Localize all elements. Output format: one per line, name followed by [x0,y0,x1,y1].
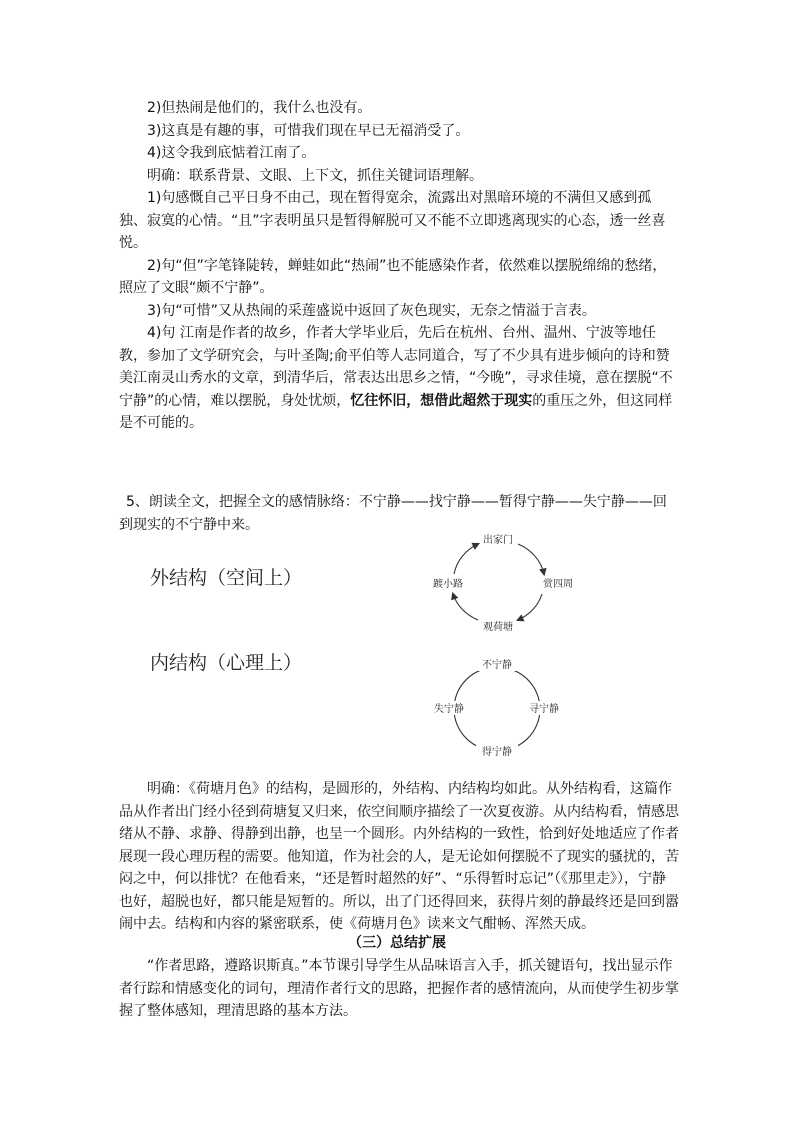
top-section [119,97,679,435]
outer-structure-diagram [420,528,580,638]
section-5 [119,491,679,536]
outer-arrow-top-left [454,544,478,574]
inner-node-right: 寻宁静 [529,704,559,715]
quote-line-3: 3)这真是有趣的事，可惜我们现在早已无福消受了。 [147,122,470,139]
explanation-3: 3)句“可惜”又从热闹的采莲盛说中返回了灰色现实，无奈之情溢于言表。 [147,302,596,319]
mingque-2-text: 明确：《荷塘月色》的结构，是圆形的，外结构、内结构均如此。从外结构看，这篇作品从作者出门经小径到荷塘复又归来，依空间顺序描绘了一次夏夜游。从内结构看，情感思绪从不静、求静、得静到出静，也呈一个圆形。内外结构的一致性，恰到好处地适应了作者展现一段心理历程的需要。他知道，作为社会的人，是无论如何摆脱不了现实的骚扰的，苦闷之中，何以排忧？在他看来，“还是暂时超然的好”、“乐得暂时忘记”（《那里走》），宁静也好，超脱也好，都只能是短暂的。所以，出了门还得回来，获得片刻的静最终还是回到嚣闹中去。结构和内容的紧密联系，使《荷塘月色》读来文气酣畅、浑然天成。 [119,781,679,932]
outer-node-bottom: 观荷塘 [483,622,513,633]
inner-structure-label: 内结构（心理上） [150,652,303,674]
explanation-4-bold: 忆往怀旧，想借此超然于现实 [350,392,533,409]
explanation-4 [119,322,679,435]
outer-node-right: 赏四周 [543,579,573,590]
explanation-4-part-a: 4)句 江南是作者的故乡，作者大学毕业后，先后在杭州、台州、温州、宁波等地任教，参加了文学研究会，与叶圣陶;俞平伯等人志同道合，写了不少具有进步倾向的诗和赞美江南灵山秀水的文章，到清华后，常表达出思乡之情，“今晚”，寻求佳境，意在摆脱“不宁静”的心情，难以摆脱，身处忧烦， [119,325,673,409]
explanation-4-part-c: 的重压之外，但这同样是不可能的。 [119,392,673,431]
outer-structure-label: 外结构（空间上） [150,567,303,589]
inner-node-top: 不宁静 [482,660,512,671]
outer-arrow-bottom-left [453,594,478,620]
outer-arrow-top-right [518,544,544,574]
inner-structure-diagram [420,655,580,765]
outer-node-left: 踱小路 [433,579,463,590]
quote-line-2: 2)但热闹是他们的，我什么也没有。 [147,100,372,116]
section-heading-summary: （三）总结扩展 [348,935,446,951]
outer-node-top: 出家门 [483,535,513,546]
summary-text: “作者思路，遵路识斯真。”本节课引导学生从品味语言入手，抓关键语句，找出显示作者行踪和情感变化的词句，理清作者行文的思路，把握作者的感情流向，从而使学生初步掌握了整体感知，理清思路的基本方法。 [119,958,679,1019]
mingque-label: 明确：联系背景、文眼、上下文，抓住关键词语理解。 [147,167,483,184]
explanation-1: 1)句感慨自己平日身不由己，现在暂得宽余，流露出对黑暗环境的不满但又感到孤独、寂寞的心情。“且”字表明虽只是暂得解脱可又不能不立即逃离现实的心态，透一丝喜悦。 [119,190,666,251]
section-5-text: 5、朗读全文，把握全文的感情脉络：不宁静——找宁静——暂得宁静——失宁静——回到现实的不宁静中来。 [119,494,667,533]
inner-node-bottom: 得宁静 [482,747,512,758]
explanation-2: 2)句“但”字笔锋陡转，蝉蛙如此“热闹”也不能感染作者，依然难以摆脱绵绵的愁绪，照应了文眼“颇不宁静”。 [119,257,667,296]
outer-arrow-bottom-right [518,594,542,620]
quote-line-4: 4)这令我到底惦着江南了。 [147,145,316,161]
mingque-2-section [119,778,679,936]
inner-node-left: 失宁静 [434,704,464,715]
summary-section [119,955,679,1023]
